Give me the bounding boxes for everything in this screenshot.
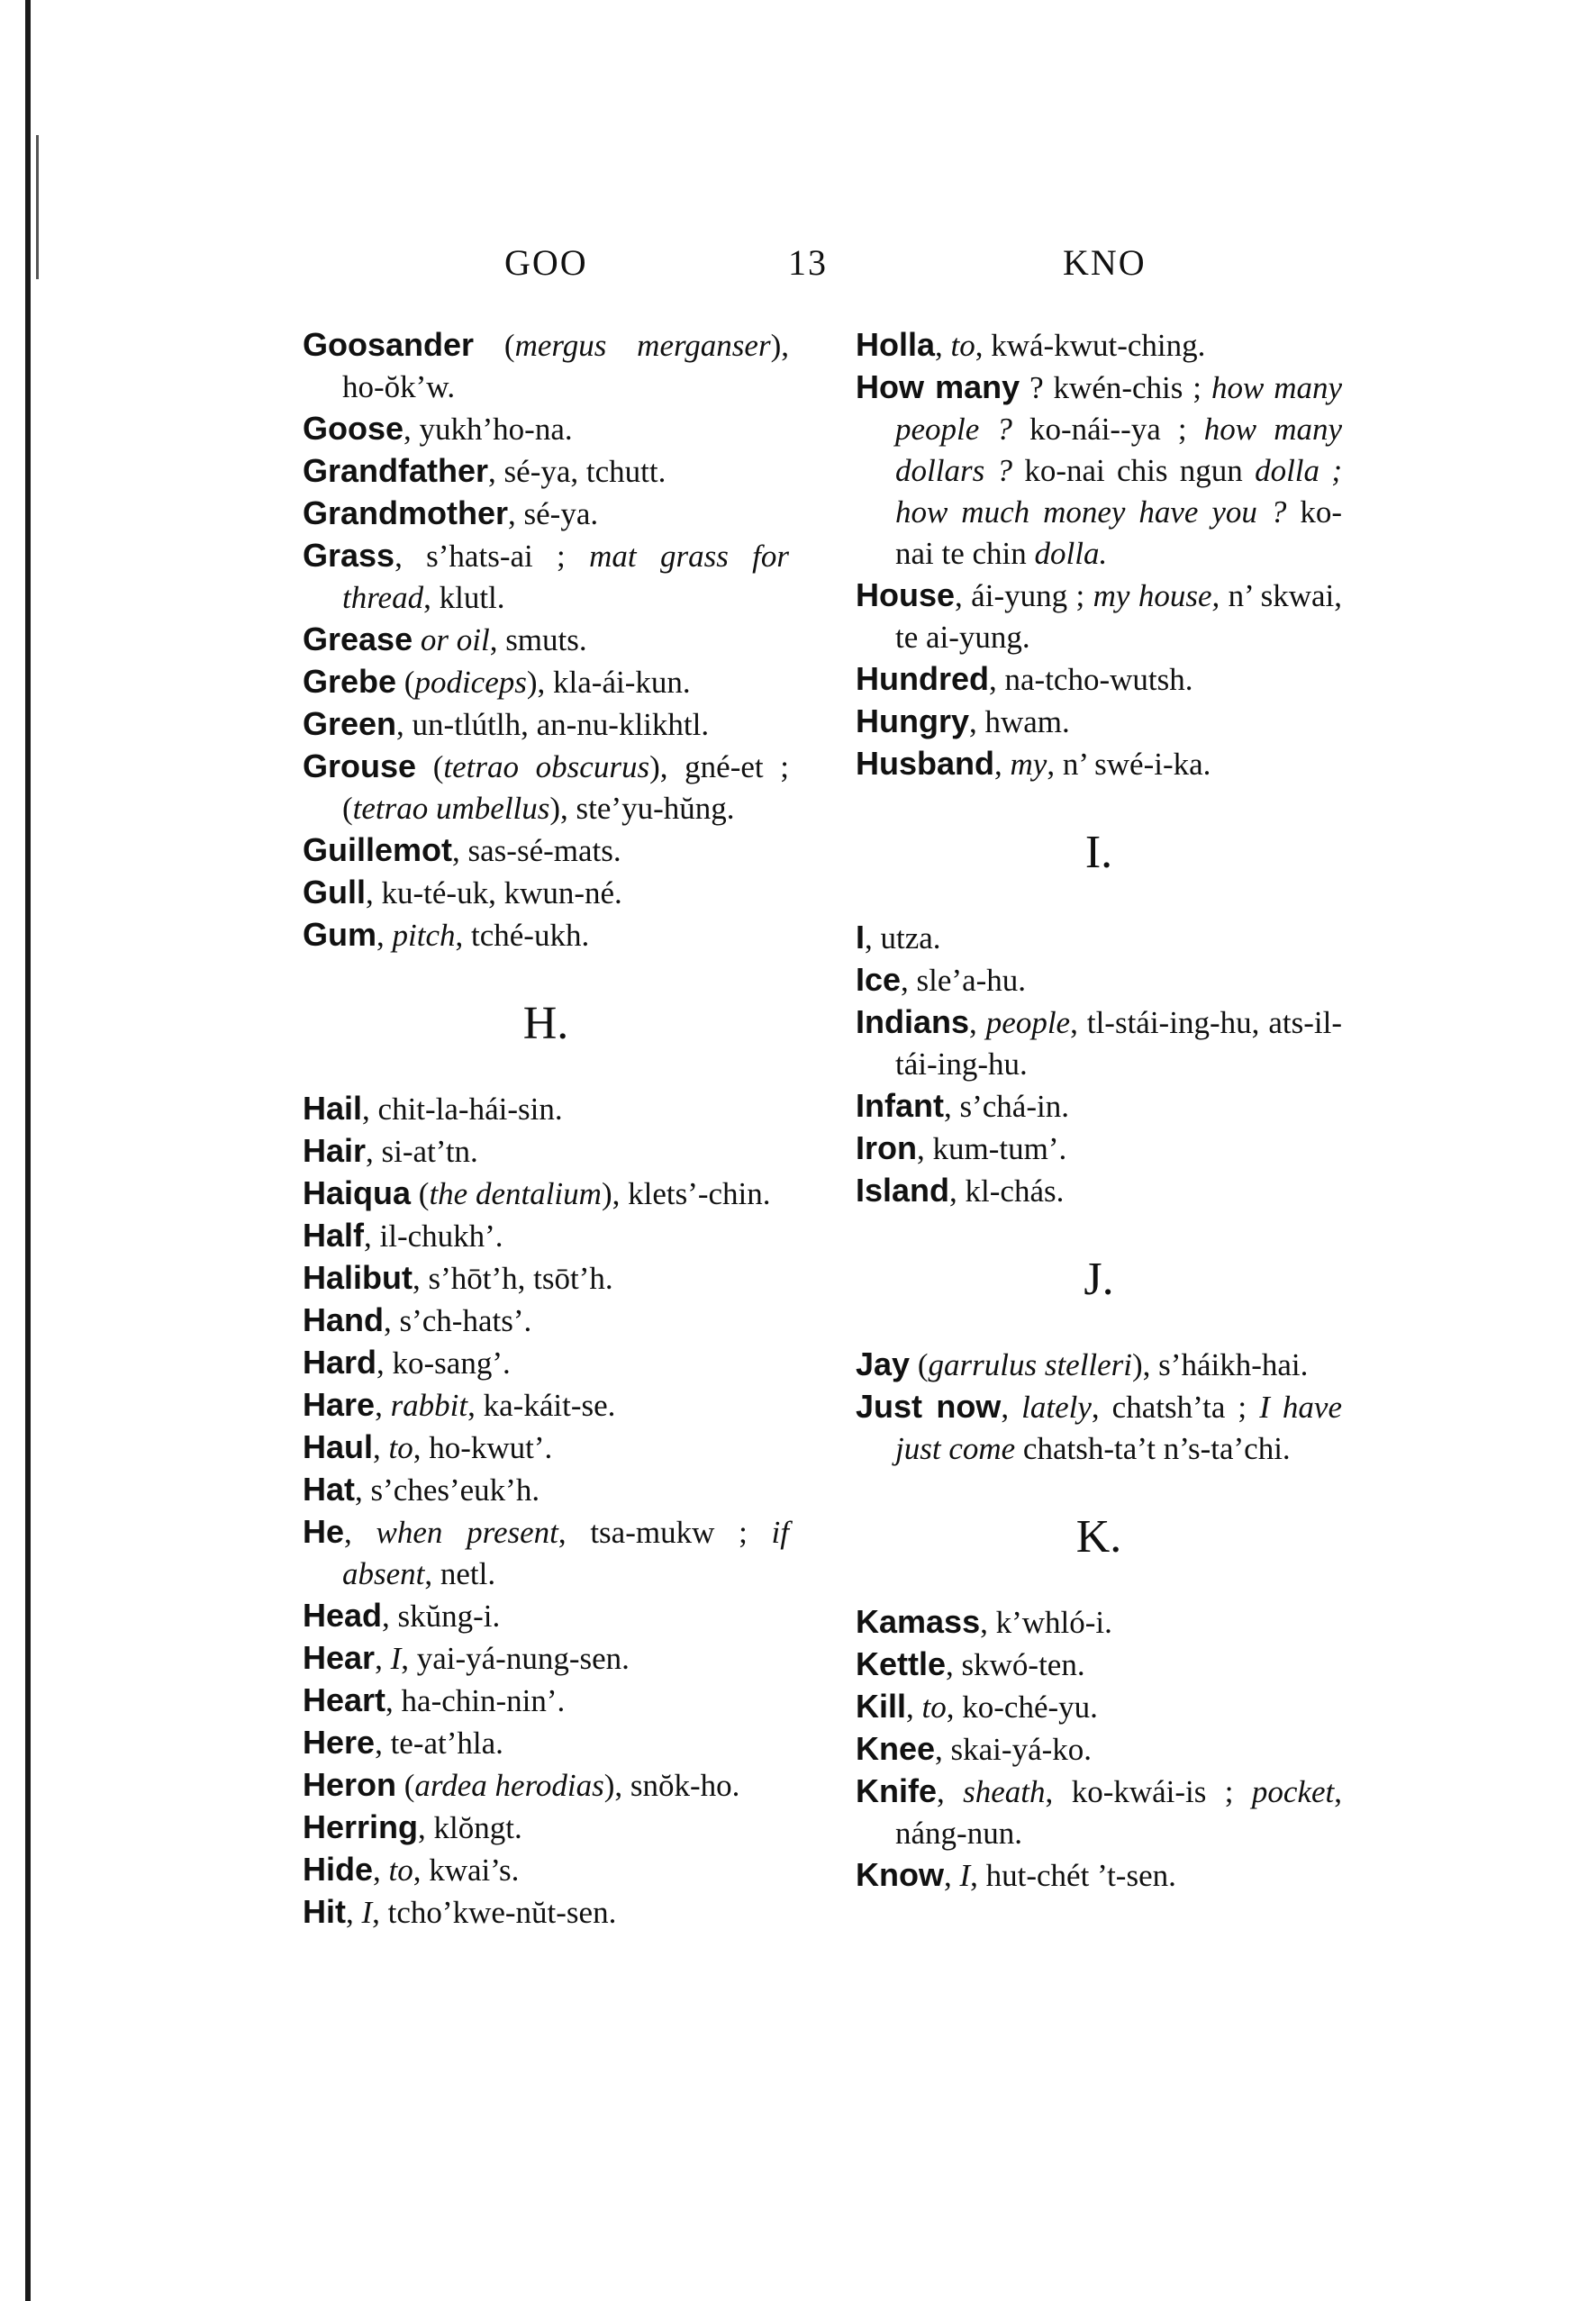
entry-headword: Heart	[303, 1681, 386, 1718]
dictionary-entry	[303, 1130, 789, 1173]
entry-text: , chatsh’ta ;	[1091, 1390, 1260, 1425]
entry-text: , tl-stái-ing-hu, ats-il-tái-ing-hu.	[895, 1005, 1342, 1082]
dictionary-entry	[303, 1511, 789, 1595]
dictionary-entry	[303, 829, 789, 872]
dictionary-entry	[303, 914, 789, 956]
entry-text: ko-nai chis ngun	[1012, 453, 1256, 488]
dictionary-entry	[856, 1644, 1342, 1686]
section-heading: K.	[1075, 1511, 1122, 1563]
section-heading: J.	[1084, 1254, 1114, 1305]
section-heading: H.	[522, 998, 569, 1049]
entry-text: , hut-chét ’t-sen.	[970, 1858, 1176, 1893]
entry-headword: Hail	[303, 1090, 363, 1127]
entry-italic-gloss: lately	[1021, 1390, 1092, 1425]
entry-text: n’ skwai, te ai-yung.	[895, 578, 1343, 655]
dictionary-entry	[303, 661, 789, 703]
entry-text: ), ho-ŏk’w.	[342, 328, 789, 404]
entry-text: , il-chukh’.	[364, 1218, 503, 1254]
entry-headword: Half	[303, 1217, 365, 1254]
dictionary-entry	[303, 324, 789, 408]
entry-text: , náng-nun.	[895, 1774, 1342, 1851]
entry-italic-gloss: pitch	[392, 918, 456, 953]
entry-italic-gloss: tetrao umbellus	[352, 791, 550, 826]
page-number: 13	[788, 242, 828, 283]
entry-text: , sé-ya, tchutt.	[488, 454, 667, 489]
entry-text: , ko-sang’.	[376, 1345, 511, 1381]
entry-italic-gloss: dolla ; how much money have you ?	[895, 453, 1342, 530]
entry-text: ? kwén-chis ;	[1020, 370, 1211, 405]
entry-text: ), gné-et ; (	[342, 749, 790, 826]
entry-text: , ko-kwái-is ;	[1045, 1774, 1252, 1809]
entry-headword: Hard	[303, 1344, 377, 1381]
dictionary-entry	[856, 1344, 1342, 1386]
entry-italic-gloss: people	[985, 1005, 1071, 1040]
dictionary-entry	[856, 701, 1342, 743]
entry-text: , un-tlútlh, an-nu-klikhtl.	[396, 707, 710, 742]
entry-headword: Infant	[856, 1087, 944, 1124]
entry-text: , sé-ya.	[508, 496, 599, 531]
entry-headword: Grebe	[303, 663, 397, 700]
entry-text: , ha-chin-nin’.	[385, 1683, 566, 1718]
entry-text: (	[474, 328, 515, 363]
entry-text: , s’hōt’h, tsōt’h.	[413, 1261, 613, 1296]
dictionary-entry	[303, 1300, 789, 1342]
entry-headword: Knee	[856, 1730, 936, 1767]
entry-headword: Goose	[303, 410, 404, 447]
right-column	[856, 324, 1342, 1897]
dictionary-entry	[856, 1854, 1342, 1897]
entry-headword: I	[856, 919, 866, 956]
entry-headword: Husband	[856, 745, 995, 782]
entry-italic-gloss: I	[361, 1895, 373, 1930]
dictionary-entry	[303, 1427, 789, 1469]
entry-headword: Hear	[303, 1639, 376, 1676]
entry-headword: Head	[303, 1597, 383, 1634]
entry-headword: How many	[856, 368, 1020, 405]
entry-text: , hwam.	[969, 704, 1070, 739]
dictionary-entry	[303, 619, 789, 661]
dictionary-entry	[303, 1680, 789, 1722]
entry-text: ,	[935, 328, 951, 363]
entry-italic-gloss: how many dollars ?	[895, 412, 1343, 488]
entry-headword: Ice	[856, 961, 902, 998]
entry-text: , te-at’hla.	[375, 1726, 503, 1761]
entry-headword: Hungry	[856, 702, 969, 739]
entry-headword: Hundred	[856, 660, 989, 697]
entry-italic-gloss: how many people ?	[895, 370, 1342, 447]
entry-text: , kl-chás.	[949, 1173, 1065, 1209]
entry-headword: Halibut	[303, 1259, 413, 1296]
entry-text: , na-tcho-wutsh.	[989, 662, 1193, 697]
entry-headword: Haiqua	[303, 1174, 412, 1211]
entry-text: , klutl.	[423, 580, 505, 615]
entry-headword: Know	[856, 1856, 944, 1893]
entry-text: , skwó-ten.	[946, 1647, 1085, 1682]
entry-headword: Grass	[303, 537, 395, 574]
dictionary-entry	[303, 450, 789, 493]
entry-text: , ka-káit-se.	[467, 1388, 616, 1423]
entry-text: ,	[376, 918, 393, 953]
dictionary-entry	[856, 1085, 1342, 1128]
entry-text: ), s’háikh-hai.	[1132, 1347, 1309, 1382]
entry-text: , n’ swé-i-ka.	[1047, 747, 1211, 782]
entry-headword: He	[303, 1513, 345, 1550]
dictionary-entry	[856, 917, 1342, 959]
entry-text: , yukh’ho-na.	[404, 412, 573, 447]
binding-edge-rule	[25, 0, 31, 2301]
entry-italic-gloss: if absent	[342, 1515, 789, 1591]
dictionary-entry	[303, 1384, 789, 1427]
entry-headword: Indians	[856, 1003, 970, 1040]
entry-italic-gloss: pocket	[1251, 1774, 1335, 1809]
entry-headword: Green	[303, 705, 397, 742]
entry-text: (	[416, 749, 444, 784]
entry-italic-gloss: dolla.	[1034, 536, 1108, 571]
dictionary-entry	[303, 1257, 789, 1300]
entry-text: , sas-sé-mats.	[452, 833, 621, 868]
running-head-right: KNO	[1063, 242, 1147, 283]
entry-headword: Hide	[303, 1851, 374, 1888]
entry-text: , s’chá-in.	[943, 1089, 1069, 1124]
dictionary-entry	[856, 743, 1342, 785]
dictionary-entry	[856, 1128, 1342, 1170]
entry-italic-gloss: podiceps	[414, 665, 527, 700]
entry-text: , netl.	[424, 1556, 496, 1591]
entry-italic-gloss: garrulus stelleri	[928, 1347, 1133, 1382]
entry-headword: Kettle	[856, 1645, 947, 1682]
entry-text: ), ste’yu-hŭng.	[549, 791, 735, 826]
entry-text: , s’hats-ai ;	[394, 539, 590, 574]
entry-headword: Knife	[856, 1772, 937, 1809]
entry-text: , smuts.	[489, 622, 587, 657]
dictionary-entry	[856, 1686, 1342, 1728]
entry-headword: Hare	[303, 1386, 376, 1423]
entry-text: , s’ch-hats’.	[384, 1303, 532, 1338]
entry-text: , ho-kwut’.	[413, 1430, 553, 1465]
entry-text: (	[396, 665, 415, 700]
entry-italic-gloss: mat grass for thread	[342, 539, 789, 615]
dictionary-entry	[303, 1469, 789, 1511]
binding-edge-mark	[36, 135, 39, 279]
entry-headword: Haul	[303, 1428, 374, 1465]
entry-text: (	[396, 1768, 415, 1803]
entry-text: ko-nái--ya ;	[1011, 412, 1204, 447]
dictionary-entry	[856, 324, 1342, 367]
entry-italic-gloss: I	[390, 1641, 402, 1676]
entry-headword: Herring	[303, 1808, 419, 1845]
entry-text: , klŏngt.	[418, 1810, 522, 1845]
entry-headword: Goosander	[303, 326, 475, 363]
entry-text	[413, 622, 421, 657]
entry-text: ,	[344, 1515, 376, 1550]
entry-text: ), kla-ái-kun.	[526, 665, 691, 700]
entry-italic-gloss: the dentalium	[429, 1176, 602, 1211]
entry-italic-gloss: sheath	[963, 1774, 1046, 1809]
entry-headword: Heron	[303, 1766, 397, 1803]
entry-text: ,	[346, 1895, 362, 1930]
dictionary-entry	[303, 746, 789, 829]
dictionary-entry	[303, 1891, 789, 1934]
dictionary-entry	[303, 703, 789, 746]
dictionary-entry	[856, 1001, 1342, 1085]
entry-italic-gloss: rabbit	[390, 1388, 468, 1423]
dictionary-entry	[856, 658, 1342, 701]
dictionary-entry	[856, 1771, 1342, 1854]
entry-text: , k’whló-i.	[980, 1605, 1112, 1640]
dictionary-entry	[303, 493, 789, 535]
entry-headword: Here	[303, 1724, 376, 1761]
entry-text: , tché-ukh.	[455, 918, 590, 953]
dictionary-entry	[856, 1170, 1342, 1212]
dictionary-entry	[303, 1764, 789, 1807]
entry-text: , ái-yung ;	[955, 578, 1093, 613]
entry-text: , utza.	[865, 920, 941, 956]
entry-text: ,	[906, 1690, 922, 1725]
entry-headword: Hand	[303, 1301, 384, 1338]
entry-headword: Just now	[856, 1388, 1002, 1425]
entry-text: , skai-yá-ko.	[935, 1732, 1093, 1767]
dictionary-entry	[856, 959, 1342, 1001]
entry-italic-gloss: or oil	[420, 622, 490, 657]
section-heading: I.	[1084, 827, 1113, 878]
entry-headword: Gum	[303, 916, 377, 953]
entry-text: , yai-yá-nung-sen.	[401, 1641, 630, 1676]
dictionary-entry	[856, 575, 1342, 658]
entry-headword: Grouse	[303, 747, 417, 784]
entry-text: ko-nai te chin	[895, 494, 1343, 571]
dictionary-entry	[856, 1386, 1342, 1470]
entry-headword: Guillemot	[303, 831, 453, 868]
entry-headword: Grandfather	[303, 452, 489, 489]
entry-italic-gloss: to	[388, 1430, 413, 1465]
entry-headword: Grandmother	[303, 494, 509, 531]
entry-text: , sle’a-hu.	[901, 963, 1027, 998]
entry-italic-gloss: my house,	[1093, 578, 1220, 613]
entry-text: , chit-la-hái-sin.	[362, 1092, 563, 1127]
entry-headword: Iron	[856, 1129, 917, 1166]
dictionary-entry	[303, 872, 789, 914]
entry-headword: House	[856, 576, 956, 613]
entry-italic-gloss: to	[950, 328, 975, 363]
entry-headword: Grease	[303, 621, 413, 657]
dictionary-entry	[856, 367, 1342, 575]
dictionary-entry	[856, 1601, 1342, 1644]
entry-text: ,	[373, 1430, 389, 1465]
dictionary-entry	[303, 1342, 789, 1384]
dictionary-entry	[303, 1807, 789, 1849]
left-column	[303, 324, 789, 1934]
entry-italic-gloss: my	[1010, 747, 1047, 782]
entry-headword: Hair	[303, 1132, 367, 1169]
entry-italic-gloss: tetrao obscurus	[443, 749, 650, 784]
entry-italic-gloss: ardea herodias	[414, 1768, 604, 1803]
entry-text: (	[411, 1176, 430, 1211]
entry-text: , s’ches’euk’h.	[355, 1472, 540, 1508]
entry-italic-gloss: I have just come	[895, 1390, 1342, 1466]
dictionary-entry	[303, 535, 789, 619]
dictionary-entry	[303, 1849, 789, 1891]
entry-headword: Island	[856, 1172, 950, 1209]
entry-text: , tcho’kwe-nŭt-sen.	[372, 1895, 617, 1930]
entry-headword: Kill	[856, 1688, 907, 1725]
entry-text: , ko-ché-yu.	[946, 1690, 1098, 1725]
entry-headword: Kamass	[856, 1603, 981, 1640]
entry-headword: Jay	[856, 1345, 911, 1382]
entry-italic-gloss: to	[388, 1853, 413, 1888]
entry-italic-gloss: mergus merganser	[514, 328, 771, 363]
dictionary-entry	[303, 1215, 789, 1257]
entry-text: ,	[375, 1388, 391, 1423]
entry-text: ,	[937, 1774, 964, 1809]
entry-text: ,	[994, 747, 1011, 782]
entry-text: ,	[373, 1853, 389, 1888]
running-head-left: GOO	[504, 242, 588, 283]
entry-text: ,	[969, 1005, 986, 1040]
entry-text: ,	[1001, 1390, 1022, 1425]
dictionary-entry	[303, 408, 789, 450]
entry-text: ), snŏk-ho.	[603, 1768, 740, 1803]
dictionary-entry	[303, 1173, 789, 1215]
entry-headword: Holla	[856, 326, 936, 363]
dictionary-entry	[303, 1595, 789, 1637]
entry-text: ), klets’-chin.	[601, 1176, 771, 1211]
entry-text: , si-at’tn.	[366, 1134, 478, 1169]
entry-text: , skŭng-i.	[382, 1599, 501, 1634]
entry-text: , kwá-kwut-ching.	[975, 328, 1206, 363]
entry-text: , kum-tum’.	[917, 1131, 1067, 1166]
entry-text: , tsa-mukw ;	[558, 1515, 772, 1550]
entry-text: chatsh-ta’t n’s-ta’chi.	[1015, 1431, 1291, 1466]
dictionary-entry	[303, 1722, 789, 1764]
entry-italic-gloss: I	[959, 1858, 971, 1893]
entry-text: , kwai’s.	[413, 1853, 520, 1888]
entry-headword: Gull	[303, 874, 366, 910]
entry-text: ,	[943, 1858, 960, 1893]
entry-italic-gloss: when present	[376, 1515, 558, 1550]
dictionary-entry	[856, 1728, 1342, 1771]
entry-headword: Hat	[303, 1471, 356, 1508]
entry-text: (	[910, 1347, 929, 1382]
entry-headword: Hit	[303, 1893, 346, 1930]
entry-text: , ku-té-uk, kwun-né.	[366, 875, 622, 910]
entry-italic-gloss: to	[921, 1690, 947, 1725]
dictionary-entry	[303, 1637, 789, 1680]
dictionary-entry	[303, 1088, 789, 1130]
entry-text: ,	[375, 1641, 391, 1676]
